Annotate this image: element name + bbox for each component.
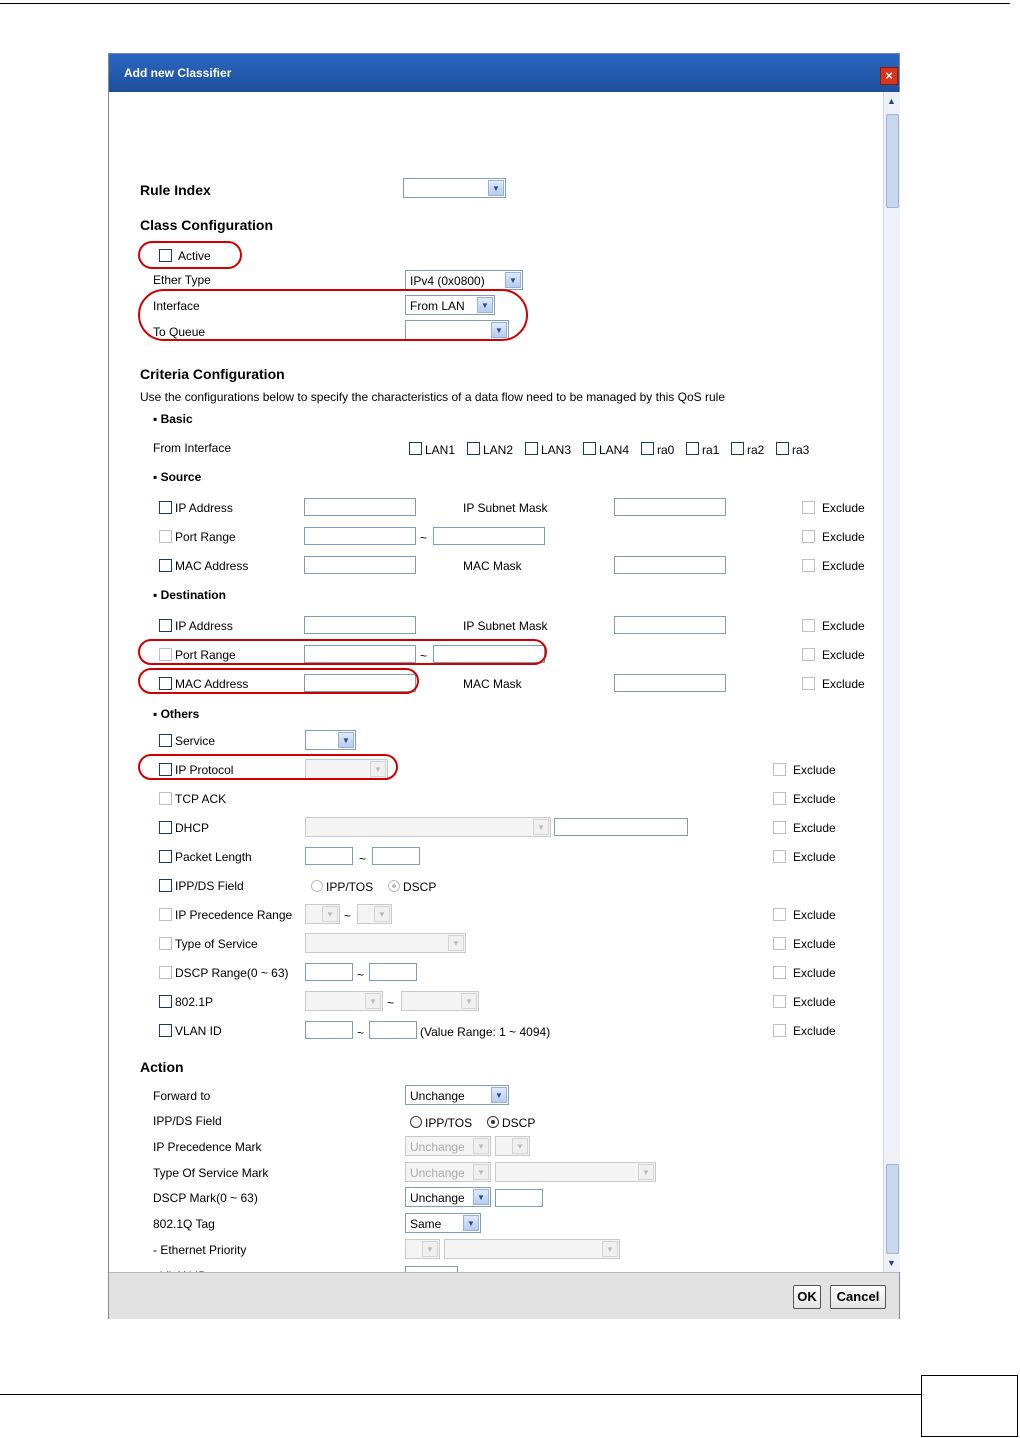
- type-of-service-exclude-checkbox[interactable]: [773, 937, 786, 950]
- dscp-mark-label: DSCP Mark(0 ~ 63): [153, 1191, 258, 1205]
- chevron-down-icon: ▼: [374, 906, 390, 922]
- vlan-id-label: VLAN ID: [175, 1024, 222, 1038]
- dot1p-tilde: ~: [387, 996, 395, 1010]
- source-port-range-exclude-label: Exclude: [822, 530, 865, 544]
- tcp-ack-exclude-checkbox[interactable]: [773, 792, 786, 805]
- type-of-service-label: Type of Service: [175, 937, 258, 951]
- forward-to-label: Forward to: [153, 1089, 211, 1103]
- to-queue-label: To Queue: [153, 325, 206, 339]
- interface-label-ra3: ra3: [792, 443, 810, 457]
- chevron-down-icon: ▼: [602, 1241, 618, 1257]
- chevron-down-icon: ▼: [463, 1215, 479, 1231]
- vertical-scrollbar[interactable]: [883, 92, 900, 1272]
- chevron-down-icon: ▼: [422, 1241, 438, 1257]
- type-of-service-exclude-label: Exclude: [793, 937, 836, 951]
- ip-precedence-range-label: IP Precedence Range: [175, 908, 293, 922]
- ipp-tos-radio[interactable]: [311, 880, 323, 892]
- interface-label-lan1: LAN1: [425, 443, 456, 457]
- interface-checkbox-ra0[interactable]: [641, 442, 654, 455]
- dscp-range-tilde: ~: [357, 968, 365, 982]
- ip-precedence-mark-value-select[interactable]: [495, 1136, 530, 1156]
- dest-port-range-label: Port Range: [175, 648, 236, 662]
- cancel-button[interactable]: Cancel: [830, 1285, 886, 1309]
- ether-type-select[interactable]: IPv4 (0x0800) ▼: [405, 270, 523, 290]
- dot1p-max-select[interactable]: [401, 991, 479, 1011]
- packet-length-tilde: ~: [359, 852, 367, 866]
- tcp-ack-exclude-label: Exclude: [793, 792, 836, 806]
- dhcp-input[interactable]: [554, 818, 688, 836]
- page-number-box: [921, 1375, 1018, 1437]
- dscp-range-label: DSCP Range(0 ~ 63): [175, 966, 289, 980]
- ipp-ds-field-label: IPP/DS Field: [175, 879, 244, 893]
- dot1p-min-select[interactable]: [305, 991, 383, 1011]
- ip-precedence-min-select[interactable]: [305, 904, 340, 924]
- destination-section-title: ▪ Destination: [153, 588, 226, 602]
- dest-mac-address-mask-input[interactable]: [614, 674, 726, 692]
- action-dscp-radio[interactable]: [487, 1116, 499, 1128]
- action-ipp-tos-radio[interactable]: [410, 1116, 422, 1128]
- packet-length-max-input[interactable]: [372, 847, 420, 865]
- ip-precedence-range-exclude-label: Exclude: [793, 908, 836, 922]
- tos-mark-label: Type Of Service Mark: [153, 1166, 269, 1180]
- dscp-range-exclude-checkbox[interactable]: [773, 966, 786, 979]
- source-mac-address-checkbox[interactable]: [159, 559, 172, 572]
- chevron-down-icon: ▼: [370, 761, 386, 777]
- tcp-ack-checkbox[interactable]: [159, 792, 172, 805]
- dest-port-range-exclude-label: Exclude: [822, 648, 865, 662]
- action-ipp-tos-label: IPP/TOS: [425, 1116, 473, 1130]
- dot1p-exclude-label: Exclude: [793, 995, 836, 1009]
- dest-mac-address-exclude-checkbox[interactable]: [802, 677, 815, 690]
- dialog-title-bar: [109, 54, 899, 92]
- vlan-id-min-input[interactable]: [305, 1021, 353, 1039]
- dhcp-select[interactable]: [305, 817, 551, 837]
- dest-port-tilde: ~: [420, 649, 428, 663]
- source-ip-address-exclude-label: Exclude: [822, 501, 865, 515]
- ethernet-priority-value-select[interactable]: [444, 1239, 620, 1259]
- interface-checkbox-ra2[interactable]: [731, 442, 744, 455]
- chevron-down-icon: ▼: [505, 272, 521, 288]
- dscp-range-min-input[interactable]: [305, 963, 353, 981]
- interface-label-lan2: LAN2: [483, 443, 514, 457]
- dscp-range-exclude-label: Exclude: [793, 966, 836, 980]
- interface-checkbox-lan4[interactable]: [583, 442, 596, 455]
- source-port-range-exclude-checkbox[interactable]: [802, 530, 815, 543]
- source-mac-address-exclude-checkbox[interactable]: [802, 559, 815, 572]
- source-port-range-label: Port Range: [175, 530, 236, 544]
- type-of-service-select[interactable]: [305, 933, 466, 953]
- chevron-down-icon: ▼: [491, 1087, 507, 1103]
- scroll-thumb-bottom[interactable]: [886, 1164, 899, 1254]
- dot1p-label: 802.1P: [175, 995, 214, 1009]
- dscp-range-checkbox[interactable]: [159, 966, 172, 979]
- source-mac-address-input[interactable]: [304, 556, 416, 574]
- dscp-mark-input[interactable]: [495, 1189, 543, 1207]
- source-mac-address-label: MAC Address: [175, 559, 249, 573]
- source-mac-address-exclude-label: Exclude: [822, 559, 865, 573]
- chevron-down-icon: ▼: [491, 322, 507, 338]
- source-port-range-checkbox[interactable]: [159, 530, 172, 543]
- rule-index-select[interactable]: [403, 178, 506, 198]
- dest-ip-address-exclude-checkbox[interactable]: [802, 619, 815, 632]
- source-ip-address-label: IP Address: [175, 501, 233, 515]
- ip-precedence-range-checkbox[interactable]: [159, 908, 172, 921]
- ip-protocol-label: IP Protocol: [175, 763, 234, 777]
- packet-length-checkbox[interactable]: [159, 850, 172, 863]
- ip-precedence-range-exclude-checkbox[interactable]: [773, 908, 786, 921]
- ip-protocol-exclude-checkbox[interactable]: [773, 763, 786, 776]
- dest-ip-address-exclude-label: Exclude: [822, 619, 865, 633]
- interface-select[interactable]: From LAN ▼: [405, 295, 495, 315]
- highlight-ring: [138, 241, 242, 269]
- chevron-down-icon: ▼: [338, 732, 354, 748]
- dhcp-checkbox[interactable]: [159, 821, 172, 834]
- dest-ip-address-mask-label: IP Subnet Mask: [463, 619, 548, 633]
- ok-button[interactable]: OK: [793, 1285, 821, 1309]
- packet-length-exclude-checkbox[interactable]: [773, 850, 786, 863]
- from-interface-label: From Interface: [153, 441, 232, 455]
- dscp-radio[interactable]: [388, 880, 400, 892]
- interface-label-ra1: ra1: [702, 443, 720, 457]
- interface-label-lan4: LAN4: [599, 443, 630, 457]
- interface-label-lan3: LAN3: [541, 443, 572, 457]
- criteria-config-heading: Criteria Configuration: [140, 366, 285, 382]
- chevron-down-icon: ▼: [322, 906, 338, 922]
- rule-index-label: Rule Index: [140, 182, 211, 198]
- source-mac-address-mask-label: MAC Mask: [463, 559, 522, 573]
- interface-label-ra2: ra2: [747, 443, 765, 457]
- interface-checkbox-lan2[interactable]: [467, 442, 480, 455]
- service-label: Service: [175, 734, 216, 748]
- vlan-id-checkbox[interactable]: [159, 1024, 172, 1037]
- action-ipp-ds-label: IPP/DS Field: [153, 1114, 222, 1128]
- source-port-start-input[interactable]: [304, 527, 416, 545]
- highlight-ring: [138, 754, 398, 780]
- type-of-service-checkbox[interactable]: [159, 937, 172, 950]
- ethernet-priority-select[interactable]: [405, 1239, 440, 1259]
- dialog-footer: [109, 1272, 899, 1319]
- dscp-mark-select[interactable]: Unchange ▼: [405, 1187, 491, 1207]
- tos-mark-value-select[interactable]: [495, 1162, 656, 1182]
- scroll-thumb-top[interactable]: [886, 114, 899, 208]
- dscp-radio-label: DSCP: [403, 880, 437, 894]
- action-dscp-label: DSCP: [502, 1116, 536, 1130]
- tcp-ack-label: TCP ACK: [175, 792, 227, 806]
- chevron-down-icon: ▼: [488, 180, 504, 196]
- chevron-down-icon: ▼: [638, 1164, 654, 1180]
- dhcp-label: DHCP: [175, 821, 210, 835]
- top-rule: [0, 3, 1010, 4]
- chevron-down-icon: ▼: [365, 993, 381, 1009]
- highlight-ring: [138, 668, 419, 694]
- dialog-content: [111, 92, 883, 1272]
- packet-length-min-input[interactable]: [305, 847, 353, 865]
- dest-ip-address-checkbox[interactable]: [159, 619, 172, 632]
- chevron-down-icon: ▼: [473, 1138, 489, 1154]
- interface-checkbox-lan1[interactable]: [409, 442, 422, 455]
- close-icon[interactable]: ×: [880, 67, 898, 85]
- basic-section-title: ▪ Basic: [153, 412, 193, 426]
- dhcp-exclude-checkbox[interactable]: [773, 821, 786, 834]
- interface-checkbox-ra1[interactable]: [686, 442, 699, 455]
- add-classifier-dialog: [108, 53, 900, 1319]
- service-select[interactable]: [305, 730, 356, 750]
- ip-precedence-tilde: ~: [344, 909, 352, 923]
- chevron-down-icon: ▼: [448, 935, 464, 951]
- vlan-id-tilde: ~: [357, 1026, 365, 1040]
- chevron-down-icon: ▼: [473, 1164, 489, 1180]
- highlight-ring: [138, 639, 547, 665]
- ipp-tos-label: IPP/TOS: [326, 880, 374, 894]
- chevron-down-icon: ▼: [533, 819, 549, 835]
- source-ip-address-mask-label: IP Subnet Mask: [463, 501, 548, 515]
- source-port-end-input[interactable]: [433, 527, 545, 545]
- chevron-down-icon: ▼: [477, 297, 493, 313]
- ip-protocol-exclude-label: Exclude: [793, 763, 836, 777]
- vlan-id-max-input[interactable]: [369, 1021, 417, 1039]
- chevron-down-icon: ▼: [512, 1138, 528, 1154]
- dot1q-tag-select[interactable]: Same ▼: [405, 1213, 481, 1233]
- ip-precedence-mark-select[interactable]: Unchange ▼: [405, 1136, 491, 1156]
- service-checkbox[interactable]: [159, 734, 172, 747]
- dest-mac-address-label: MAC Address: [175, 677, 249, 691]
- bottom-rule: [0, 1394, 921, 1395]
- ipp-ds-field-checkbox[interactable]: [159, 879, 172, 892]
- criteria-description: Use the configurations below to specify the characteristics of a data flow need to be managed by this QoS rule: [140, 390, 725, 404]
- source-ip-address-checkbox[interactable]: [159, 501, 172, 514]
- forward-to-select[interactable]: Unchange ▼: [405, 1085, 509, 1105]
- tos-mark-select[interactable]: Unchange ▼: [405, 1162, 491, 1182]
- dest-port-range-exclude-checkbox[interactable]: [802, 648, 815, 661]
- dot1p-exclude-checkbox[interactable]: [773, 995, 786, 1008]
- dot1q-tag-label: 802.1Q Tag: [153, 1217, 215, 1231]
- active-label: Active: [178, 249, 211, 263]
- vlan-id-exclude-label: Exclude: [793, 1024, 836, 1038]
- source-mac-address-mask-input[interactable]: [614, 556, 726, 574]
- ip-precedence-mark-label: IP Precedence Mark: [153, 1140, 262, 1154]
- dot1p-checkbox[interactable]: [159, 995, 172, 1008]
- source-ip-address-input[interactable]: [304, 498, 416, 516]
- packet-length-exclude-label: Exclude: [793, 850, 836, 864]
- interface-label-ra0: ra0: [657, 443, 675, 457]
- dialog-title: Add new Classifier: [124, 66, 232, 80]
- interface-checkbox-lan3[interactable]: [525, 442, 538, 455]
- dest-ip-address-label: IP Address: [175, 619, 233, 633]
- highlight-ring: [138, 289, 528, 341]
- source-section-title: ▪ Source: [153, 470, 202, 484]
- scroll-down-icon[interactable]: ▼: [887, 1258, 896, 1268]
- source-ip-address-exclude-checkbox[interactable]: [802, 501, 815, 514]
- scroll-up-icon[interactable]: ▲: [887, 96, 896, 106]
- class-config-heading: Class Configuration: [140, 217, 274, 233]
- action-heading: Action: [140, 1059, 184, 1075]
- interface-label: Interface: [153, 299, 200, 313]
- ethernet-priority-label: - Ethernet Priority: [153, 1243, 247, 1257]
- ether-type-label: Ether Type: [153, 273, 211, 287]
- vlan-id-exclude-checkbox[interactable]: [773, 1024, 786, 1037]
- vlan-range-note: (Value Range: 1 ~ 4094): [420, 1025, 551, 1039]
- source-ip-address-mask-input[interactable]: [614, 498, 726, 516]
- source-port-tilde: ~: [420, 531, 428, 545]
- dscp-range-max-input[interactable]: [369, 963, 417, 981]
- chevron-down-icon: ▼: [461, 993, 477, 1009]
- dest-ip-address-mask-input[interactable]: [614, 616, 726, 634]
- packet-length-label: Packet Length: [175, 850, 252, 864]
- others-section-title: ▪ Others: [153, 707, 200, 721]
- dest-mac-address-mask-label: MAC Mask: [463, 677, 522, 691]
- chevron-down-icon: ▼: [473, 1189, 489, 1205]
- dest-mac-address-exclude-label: Exclude: [822, 677, 865, 691]
- dhcp-exclude-label: Exclude: [793, 821, 836, 835]
- interface-checkbox-ra3[interactable]: [776, 442, 789, 455]
- ip-precedence-max-select[interactable]: [357, 904, 392, 924]
- dest-ip-address-input[interactable]: [304, 616, 416, 634]
